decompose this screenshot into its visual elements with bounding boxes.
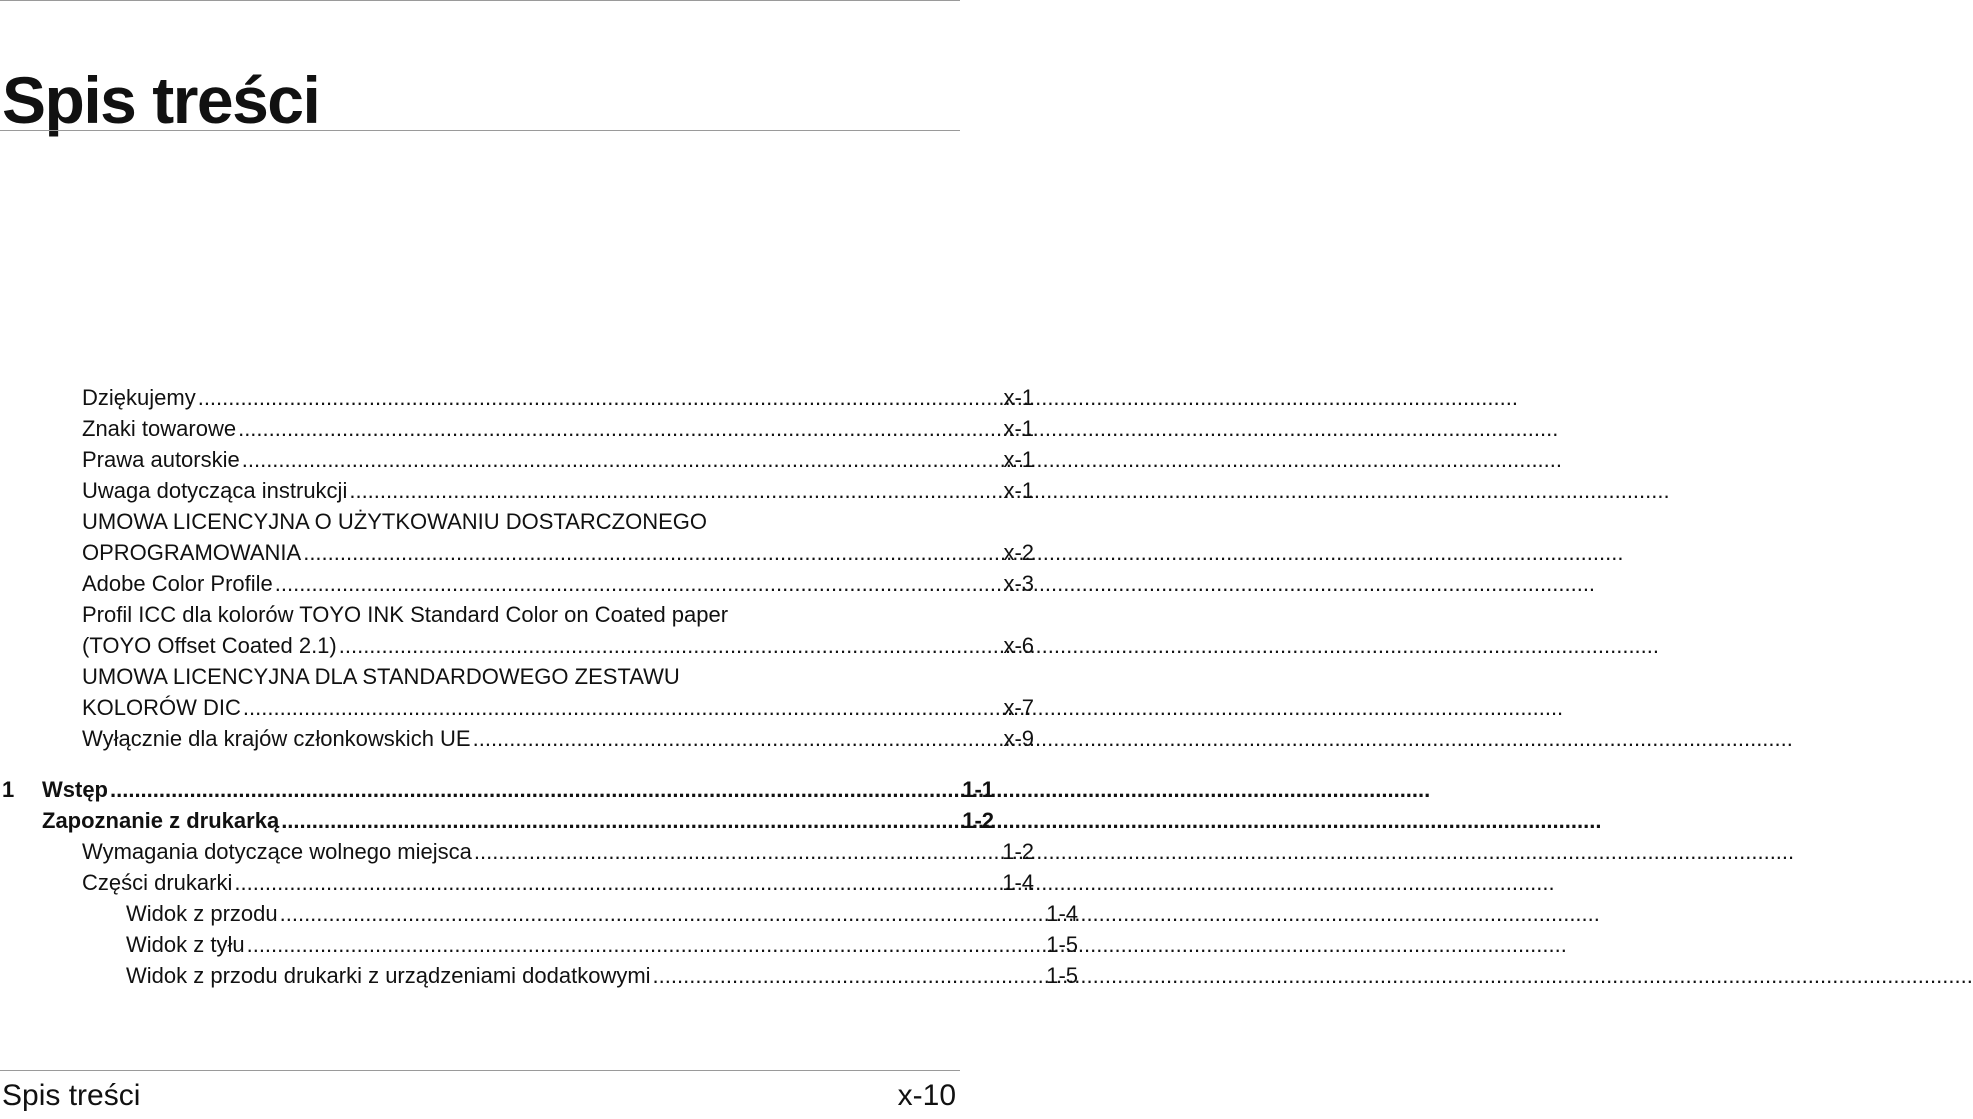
leader-dots [473, 723, 1002, 754]
toc-entry-page: x-1 [1003, 385, 1034, 410]
toc-entry-wylacznie-ue[interactable] [0, 723, 1034, 754]
toc-entry-page: 1-4 [1002, 870, 1034, 895]
toc-entry-label: Prawa autorskie [82, 447, 240, 472]
leader-dots [238, 413, 1001, 444]
toc-entry-widok-z-tylu[interactable] [0, 929, 1078, 960]
toc-entry-label: Części drukarki [82, 870, 233, 895]
toc-entry-page: x-1 [1003, 416, 1034, 441]
toc-entry-page: x-3 [1003, 571, 1034, 596]
toc-entry-page: 1-2 [1002, 839, 1034, 864]
leader-dots [242, 444, 1002, 475]
toc-entry-widok-z-urzadzeniami[interactable] [0, 960, 1078, 991]
toc-entry-znaki-towarowe[interactable] [0, 413, 1034, 444]
toc-entry-page: 1-5 [1046, 963, 1078, 988]
toc-entry-page: x-9 [1003, 726, 1034, 751]
leader-dots [281, 805, 960, 836]
toc-entry-label: Wyłącznie dla krajów członkowskich UE [82, 726, 471, 751]
toc-entry-umowa-licencyjna-line-1[interactable] [0, 506, 1034, 537]
toc-entry-label: Znaki towarowe [82, 416, 237, 441]
leader-dots [247, 929, 1045, 960]
toc-entry-page: 1-1 [962, 777, 994, 802]
toc-entry-label: Profil ICC dla kolorów TOYO INK Standard Color on Coated paper [82, 602, 729, 627]
toc-entry-dziekujemy[interactable] [0, 382, 1034, 413]
leader-dots [303, 537, 1001, 568]
toc-entry-umowa-dic-line-1[interactable] [0, 661, 1034, 692]
toc-entry-wymagania[interactable] [0, 836, 1034, 867]
toc-entry-label: UMOWA LICENCYJNA DLA STANDARDOWEGO ZESTAWU [82, 664, 680, 689]
toc-entry-label: Widok z tyłu [126, 932, 245, 957]
leader-dots [275, 568, 1002, 599]
toc-entry-widok-z-przodu[interactable] [0, 898, 1078, 929]
toc-section-zapoznanie[interactable] [0, 805, 994, 836]
toc-entry-umowa-licencyjna-line-2[interactable] [0, 537, 1034, 568]
page-title: Spis treści [2, 63, 320, 138]
leader-dots [198, 382, 1002, 413]
footer-divider [0, 1070, 960, 1071]
toc-entry-label: Widok z przodu [126, 901, 278, 926]
leader-dots [474, 836, 1000, 867]
chapter-number: 1 [2, 777, 15, 802]
toc-entry-label: Adobe Color Profile [82, 571, 273, 596]
top-rule [0, 0, 960, 1]
leader-dots [234, 867, 1000, 898]
toc-entry-page: x-1 [1003, 447, 1034, 472]
leader-dots [653, 960, 1045, 991]
toc-entry-page: 1-4 [1046, 901, 1078, 926]
leader-dots [349, 475, 1001, 506]
toc-entry-label: Uwaga dotycząca instrukcji [82, 478, 348, 503]
toc-entry-page: x-1 [1003, 478, 1034, 503]
toc-entry-label: (TOYO Offset Coated 2.1) [82, 633, 337, 658]
toc-entry-uwaga-dotyczaca-instrukcji[interactable] [0, 475, 1034, 506]
toc-entry-page: x-6 [1003, 633, 1034, 658]
footer-section-title: Spis treści [2, 1079, 141, 1112]
leader-dots [280, 898, 1045, 929]
toc-entry-label: Wstęp [42, 777, 108, 802]
toc-entry-czesci-drukarki[interactable] [0, 867, 1034, 898]
toc-entry-adobe-color-profile[interactable] [0, 568, 1034, 599]
toc-entry-prawa-autorskie[interactable] [0, 444, 1034, 475]
toc-entry-label: Wymagania dotyczące wolnego miejsca [82, 839, 472, 864]
toc-entry-profil-icc-line-2[interactable] [0, 630, 1034, 661]
toc-entry-label: Dziękujemy [82, 385, 196, 410]
footer-page-number: x-10 [897, 1079, 956, 1112]
toc-chapter-wstep[interactable] [0, 774, 994, 805]
leader-dots [243, 692, 1002, 723]
toc-entry-umowa-dic-line-2[interactable] [0, 692, 1034, 723]
toc-entry-label: Widok z przodu drukarki z urządzeniami dodatkowymi [126, 963, 651, 988]
leader-dots [110, 774, 960, 805]
toc-entry-page: x-7 [1003, 695, 1034, 720]
toc-entry-profil-icc-line-1[interactable] [0, 599, 1034, 630]
toc-entry-page: 1-2 [962, 808, 994, 833]
toc-entry-page: x-2 [1003, 540, 1034, 565]
toc-entry-label: KOLORÓW DIC [82, 695, 241, 720]
toc-entry-label: OPROGRAMOWANIA [82, 540, 302, 565]
title-divider [0, 130, 960, 131]
toc-entry-label: Zapoznanie z drukarką [42, 808, 280, 833]
table-of-contents [0, 382, 1078, 991]
toc-entry-label: UMOWA LICENCYJNA O UŻYTKOWANIU DOSTARCZONEGO [82, 509, 708, 534]
leader-dots [339, 630, 1002, 661]
toc-entry-page: 1-5 [1046, 932, 1078, 957]
